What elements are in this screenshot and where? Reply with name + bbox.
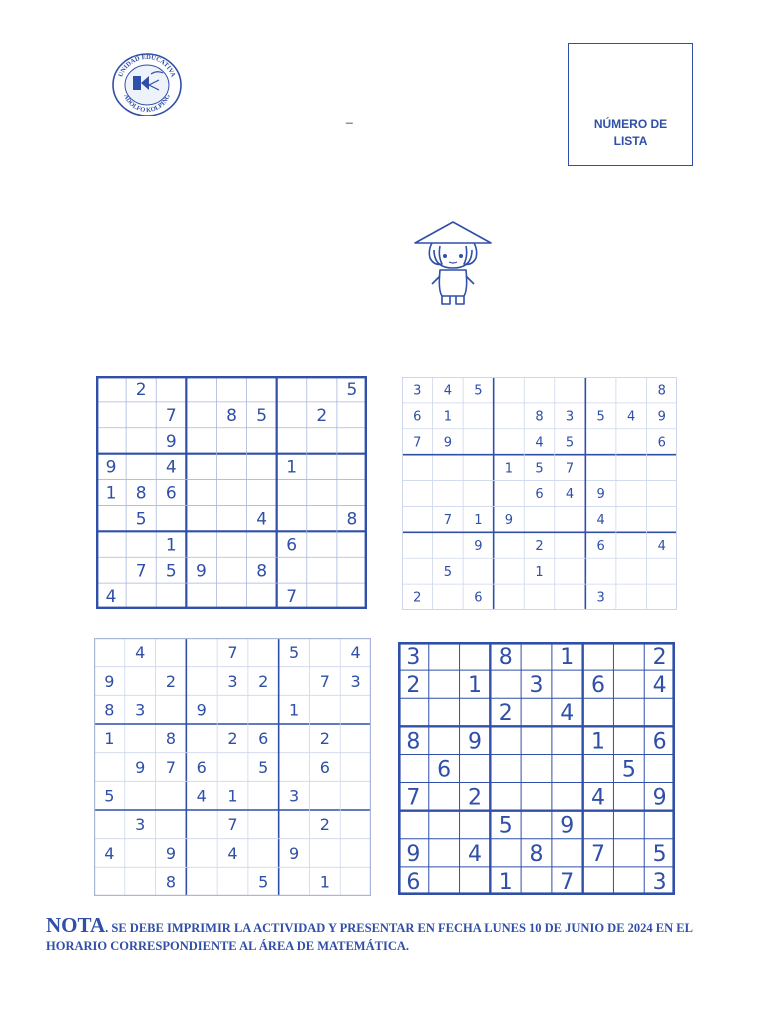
note-heading: NOTA [46, 913, 106, 937]
sudoku-given-digit: 5 [258, 757, 269, 777]
sudoku-given-digit: 2 [535, 538, 544, 554]
logo-top-text: UNIDAD EDUCATIVA [117, 53, 177, 79]
sudoku-given-digit: 2 [406, 673, 421, 699]
sudoku-given-digit: 7 [443, 513, 452, 529]
sudoku-given-digit: 3 [288, 786, 300, 806]
sudoku-given-digit: 7 [135, 561, 147, 582]
note-text: . SE DEBE IMPRIMIR LA ACTIVIDAD Y PRESENTAR EN FECHA LUNES 10 DE JUNIO DE 2024 EN EL HORARIO CORRESPONDIENTE AL ÁREA DE MATEMÁTICA. [46, 921, 693, 953]
list-number-box [568, 43, 693, 166]
sudoku-given-digit: 2 [652, 644, 667, 670]
sudoku-given-digit: 1 [165, 535, 177, 556]
sudoku-given-digit: 7 [165, 405, 177, 426]
sudoku-given-digit: 4 [652, 673, 667, 699]
sudoku-given-digit: 4 [104, 843, 115, 863]
sudoku-given-digit: 3 [413, 383, 422, 399]
sudoku-given-digit: 9 [165, 843, 177, 863]
logo-bottom-text: ADOLFO KOLPING [122, 93, 172, 115]
sudoku-given-digit: 1 [288, 700, 300, 720]
sudoku-given-digit: 5 [565, 435, 575, 451]
sudoku-puzzle-1 [96, 376, 367, 609]
sudoku-given-digit: 2 [258, 671, 269, 691]
sudoku-given-digit: 7 [565, 461, 575, 477]
sudoku-given-digit: 4 [657, 538, 666, 554]
sudoku-given-digit: 5 [256, 405, 268, 426]
sudoku-given-digit: 8 [346, 509, 358, 530]
sudoku-given-digit: 3 [135, 700, 146, 720]
sudoku-given-digit: 1 [443, 409, 452, 425]
sudoku-given-digit: 3 [227, 671, 238, 691]
sudoku-given-digit: 7 [406, 785, 421, 811]
sudoku-given-digit: 9 [467, 729, 482, 755]
sudoku-given-digit: 1 [105, 483, 117, 504]
sudoku-given-digit: 5 [258, 872, 269, 892]
sudoku-puzzle-3 [94, 638, 371, 896]
sudoku-given-digit: 2 [316, 405, 328, 426]
sudoku-given-digit: 8 [498, 644, 513, 670]
sudoku-given-digit: 4 [443, 383, 452, 399]
sudoku-given-digit: 1 [560, 644, 575, 670]
sudoku-given-digit: 6 [437, 757, 452, 783]
sudoku-given-digit: 5 [165, 561, 177, 582]
sudoku-given-digit: 9 [196, 700, 207, 720]
sudoku-given-digit: 2 [135, 380, 147, 401]
sudoku-given-digit: 9 [195, 561, 207, 582]
sudoku-given-digit: 8 [226, 405, 237, 426]
sudoku-given-digit: 6 [657, 435, 666, 451]
sudoku-given-digit: 9 [288, 843, 300, 863]
sudoku-given-digit: 8 [135, 483, 147, 504]
sudoku-given-digit: 3 [350, 671, 361, 691]
sudoku-given-digit: 9 [104, 671, 115, 691]
sudoku-given-digit: 4 [560, 701, 575, 727]
sudoku-given-digit: 2 [319, 729, 330, 749]
sudoku-given-digit: 6 [535, 487, 544, 503]
sudoku-given-digit: 9 [474, 538, 483, 554]
sudoku-given-digit: 5 [135, 509, 147, 530]
school-seal-logo [111, 52, 183, 116]
sudoku-puzzle-4 [398, 642, 675, 895]
sudoku-given-digit: 2 [413, 590, 422, 606]
sudoku-given-digit: 5 [288, 643, 300, 663]
sudoku-given-digit: 5 [621, 757, 636, 783]
sudoku-given-digit: 7 [227, 815, 238, 835]
sudoku-given-digit: 6 [165, 483, 177, 504]
sudoku-given-digit: 9 [652, 785, 667, 811]
sudoku-given-digit: 5 [346, 380, 358, 401]
sudoku-given-digit: 4 [627, 409, 636, 425]
sudoku-given-digit: 4 [350, 643, 361, 663]
sudoku-given-digit: 8 [165, 729, 177, 749]
sudoku-given-digit: 1 [535, 564, 544, 580]
sudoku-given-digit: 6 [591, 673, 606, 699]
sudoku-given-digit: 6 [596, 538, 605, 554]
list-number-label: NÚMERO DE LISTA [593, 117, 668, 148]
sudoku-given-digit: 1 [104, 729, 115, 749]
sudoku-given-digit: 4 [467, 841, 482, 867]
sudoku-given-digit: 4 [165, 457, 177, 478]
sudoku-given-digit: 1 [319, 872, 330, 892]
sudoku-given-digit: 4 [227, 843, 238, 863]
sudoku-given-digit: 7 [286, 587, 298, 608]
sudoku-given-digit: 9 [165, 431, 177, 452]
sudoku-given-digit: 1 [286, 457, 298, 478]
sudoku-given-digit: 9 [406, 841, 421, 867]
sudoku-given-digit: 8 [104, 700, 115, 720]
sudoku-given-digit: 7 [413, 435, 422, 451]
sudoku-given-digit: 6 [413, 409, 422, 425]
sudoku-given-digit: 4 [196, 786, 207, 806]
sudoku-given-digit: 3 [135, 815, 146, 835]
sudoku-given-digit: 7 [227, 643, 238, 663]
sudoku-given-digit: 6 [286, 535, 298, 556]
sudoku-given-digit: 9 [560, 813, 575, 839]
sudoku-given-digit: 2 [467, 785, 482, 811]
sudoku-given-digit: 3 [529, 673, 544, 699]
sudoku-given-digit: 5 [652, 841, 667, 867]
sudoku-given-digit: 4 [535, 435, 544, 451]
sudoku-given-digit: 2 [227, 729, 238, 749]
sudoku-puzzle-2 [402, 377, 677, 610]
sudoku-given-digit: 2 [319, 815, 330, 835]
sudoku-given-digit: 8 [406, 729, 421, 755]
sudoku-given-digit: 6 [406, 869, 421, 895]
sudoku-given-digit: 8 [529, 841, 544, 867]
sudoku-given-digit: 5 [498, 813, 513, 839]
sudoku-given-digit: 4 [135, 643, 146, 663]
sudoku-given-digit: 9 [105, 457, 117, 478]
sudoku-given-digit: 9 [135, 757, 146, 777]
sudoku-given-digit: 5 [104, 786, 115, 806]
sudoku-given-digit: 1 [591, 729, 606, 755]
sudoku-given-digit: 3 [596, 590, 605, 606]
sudoku-given-digit: 9 [504, 513, 514, 529]
header-dash: _ [346, 110, 353, 124]
sudoku-given-digit: 5 [443, 564, 452, 580]
sudoku-given-digit: 1 [474, 513, 483, 529]
sudoku-given-digit: 8 [657, 383, 666, 399]
sudoku-given-digit: 4 [256, 509, 268, 530]
sudoku-given-digit: 3 [565, 409, 575, 425]
sudoku-given-digit: 6 [196, 757, 207, 777]
sudoku-given-digit: 6 [319, 757, 330, 777]
activity-note [46, 913, 726, 955]
sudoku-given-digit: 4 [105, 587, 117, 608]
sudoku-given-digit: 7 [319, 671, 330, 691]
sudoku-given-digit: 1 [467, 673, 482, 699]
sudoku-given-digit: 3 [652, 869, 667, 895]
sudoku-given-digit: 5 [596, 409, 605, 425]
sudoku-given-digit: 4 [565, 487, 575, 503]
sudoku-given-digit: 5 [535, 461, 544, 477]
sudoku-given-digit: 9 [657, 409, 666, 425]
sudoku-given-digit: 4 [591, 785, 606, 811]
sudoku-given-digit: 2 [165, 671, 177, 691]
sudoku-given-digit: 7 [560, 869, 575, 895]
sudoku-given-digit: 9 [443, 435, 452, 451]
sudoku-given-digit: 6 [652, 729, 667, 755]
sudoku-given-digit: 2 [498, 701, 513, 727]
sudoku-given-digit: 8 [256, 561, 268, 582]
sudoku-given-digit: 6 [258, 729, 269, 749]
child-with-conical-hat-illustration [412, 220, 494, 306]
sudoku-given-digit: 5 [474, 383, 483, 399]
sudoku-given-digit: 6 [474, 590, 483, 606]
sudoku-given-digit: 3 [406, 644, 421, 670]
sudoku-given-digit: 1 [498, 869, 513, 895]
sudoku-given-digit: 1 [227, 786, 238, 806]
sudoku-given-digit: 7 [165, 757, 177, 777]
sudoku-given-digit: 9 [596, 487, 605, 503]
sudoku-given-digit: 1 [504, 461, 514, 477]
sudoku-given-digit: 7 [591, 841, 606, 867]
sudoku-given-digit: 8 [165, 872, 177, 892]
sudoku-given-digit: 8 [535, 409, 544, 425]
sudoku-given-digit: 4 [596, 513, 605, 529]
